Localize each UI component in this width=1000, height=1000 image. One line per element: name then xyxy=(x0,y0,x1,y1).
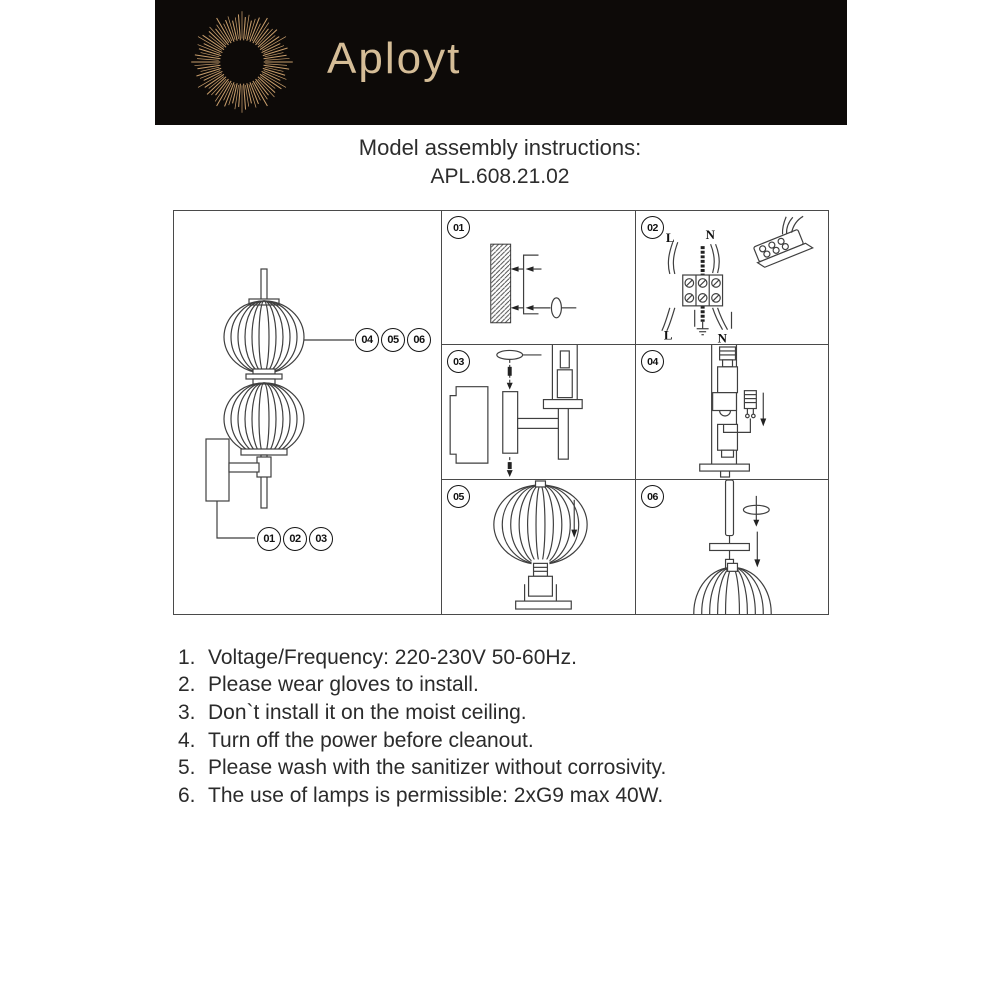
step-panel-02 xyxy=(635,211,828,344)
assembly-diagram xyxy=(173,210,829,615)
brand-name: Aployt xyxy=(327,34,462,83)
item-text: Don`t install it on the moist ceiling. xyxy=(208,700,527,724)
item-text: Please wash with the sanitizer without corrosivity. xyxy=(208,756,667,780)
wire-label-n-top: N xyxy=(705,227,715,243)
wire-label-l-bottom: L xyxy=(663,327,673,343)
part-label-02: 02 xyxy=(283,527,307,551)
step-04-drawing xyxy=(636,345,828,479)
item-text: Please wear gloves to install. xyxy=(208,673,479,697)
item-number: 4. xyxy=(178,728,196,752)
item-number: 2. xyxy=(178,673,196,697)
step-panel-03 xyxy=(441,344,635,479)
overview-panel xyxy=(174,211,441,614)
corner-rays-icon xyxy=(547,0,847,125)
step-panel-06 xyxy=(635,479,828,614)
instruction-item-2 xyxy=(178,672,838,700)
instruction-item-4 xyxy=(178,727,838,755)
item-text: Voltage/Frequency: 220-230V 50-60Hz. xyxy=(208,645,577,669)
step-number-badge: 02 xyxy=(641,216,664,239)
step-02-wiring-drawing xyxy=(636,211,828,344)
page-title: Model assembly instructions: xyxy=(358,135,642,160)
item-text: The use of lamps is permissible: 2xG9 max 40W. xyxy=(208,783,664,807)
part-label-01: 01 xyxy=(257,527,281,551)
item-number: 1. xyxy=(178,645,196,669)
step-number-badge: 03 xyxy=(447,350,470,373)
part-label-06: 06 xyxy=(407,328,431,352)
instruction-item-5 xyxy=(178,754,838,782)
step-01-drawing xyxy=(442,211,635,344)
instruction-list xyxy=(178,644,838,810)
wire-label-l-top: L xyxy=(665,230,675,246)
step-number-badge: 05 xyxy=(447,485,470,508)
item-number: 6. xyxy=(178,783,196,807)
model-number: APL.608.21.02 xyxy=(430,165,570,188)
item-number: 3. xyxy=(178,700,196,724)
instruction-item-3 xyxy=(178,699,838,727)
instruction-item-1 xyxy=(178,644,838,672)
wire-label-n-bottom: N xyxy=(717,330,727,344)
step-05-drawing xyxy=(442,480,635,614)
item-text: Turn off the power before cleanout. xyxy=(208,728,534,752)
part-label-05: 05 xyxy=(381,328,405,352)
step-number-badge: 06 xyxy=(641,485,664,508)
step-number-badge: 01 xyxy=(447,216,470,239)
step-panel-04 xyxy=(635,344,828,479)
instruction-item-6 xyxy=(178,782,838,810)
sunburst-logo-icon xyxy=(185,5,299,119)
step-03-drawing xyxy=(442,345,635,479)
item-number: 5. xyxy=(178,756,196,780)
brand-banner xyxy=(155,0,847,125)
step-number-badge: 04 xyxy=(641,350,664,373)
wall-lamp-drawing xyxy=(174,211,441,614)
step-panel-05 xyxy=(441,479,635,614)
part-labels-bottom xyxy=(257,527,333,551)
part-labels-top xyxy=(355,328,431,352)
step-panel-01 xyxy=(441,211,635,344)
part-label-03: 03 xyxy=(309,527,333,551)
step-06-drawing xyxy=(636,480,828,614)
part-label-04: 04 xyxy=(355,328,379,352)
